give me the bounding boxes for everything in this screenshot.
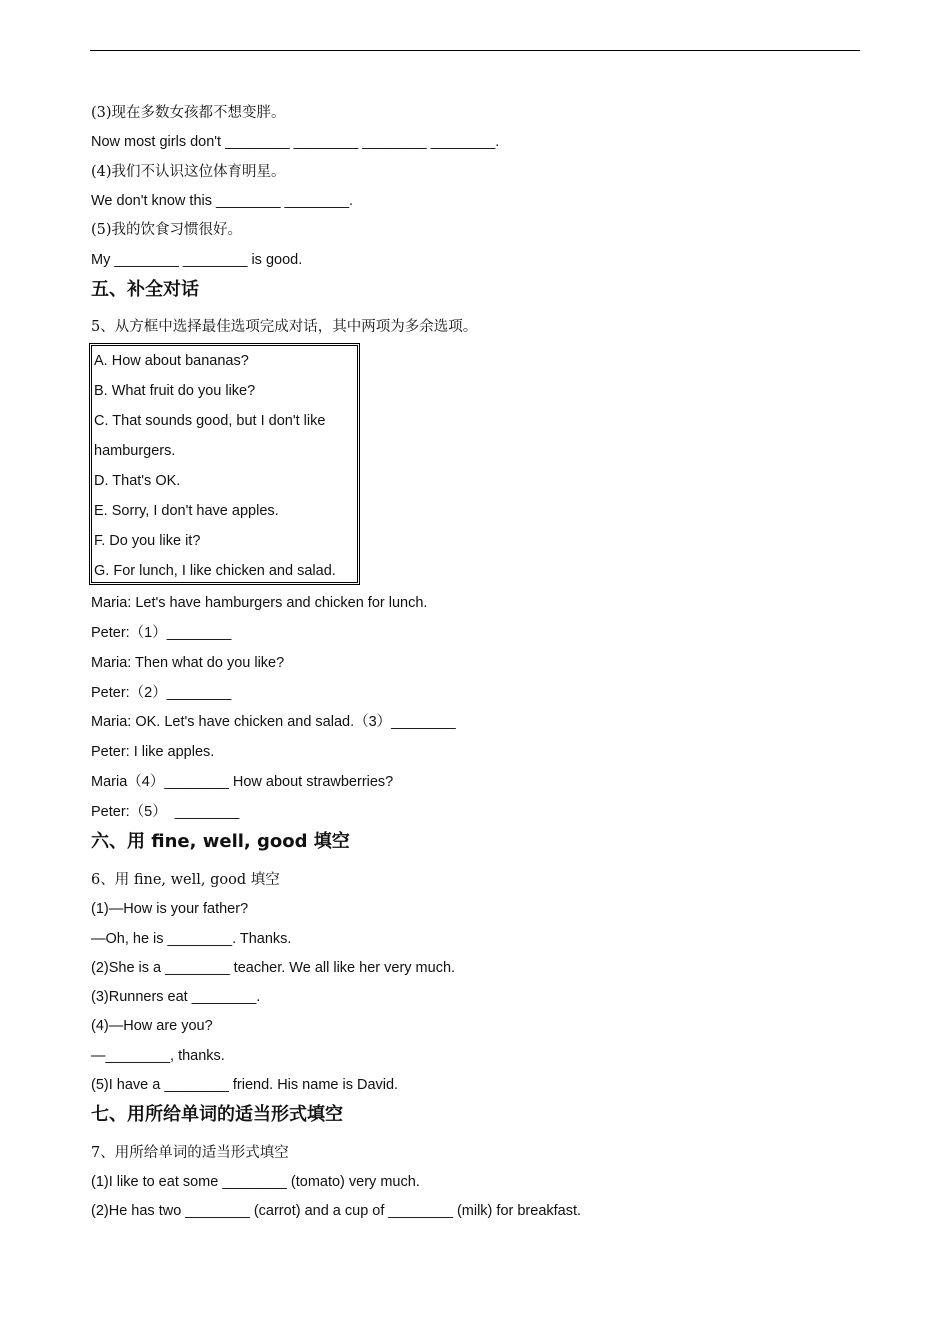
section6-heading: 六、用 fine, well, good 填空 — [91, 831, 350, 852]
dialogue-line: Peter: I like apples. — [91, 744, 215, 760]
option-c-continued: hamburgers. — [94, 443, 176, 459]
exercise-line: (5)I have a ________ friend. His name is David. — [91, 1077, 399, 1093]
option-c: C. That sounds good, but I don't like — [94, 413, 326, 429]
header-rule — [90, 50, 860, 51]
q5-english: My ________ ________ is good. — [91, 252, 303, 268]
section6-instruction: 6、用 fine, well, good 填空 — [91, 872, 280, 888]
dialogue-line: Peter:（1）________ — [91, 625, 232, 641]
options-box — [89, 343, 360, 585]
exercise-line: (2)He has two ________ (carrot) and a cup of ________ (milk) for breakfast. — [91, 1203, 582, 1219]
q4-english: We don't know this ________ ________. — [91, 193, 354, 209]
section7-instruction: 7、用所给单词的适当形式填空 — [91, 1145, 289, 1161]
option-d: D. That's OK. — [94, 473, 181, 489]
dialogue-line: Peter:（5） ________ — [91, 804, 240, 820]
exercise-line: (4)—How are you? — [91, 1018, 213, 1034]
exercise-line: (3)Runners eat ________. — [91, 989, 261, 1005]
exercise-line: —Oh, he is ________. Thanks. — [91, 931, 292, 947]
option-a: A. How about bananas? — [94, 353, 249, 369]
option-b: B. What fruit do you like? — [94, 383, 256, 399]
q4-chinese: (4)我们不认识这位体育明星。 — [91, 164, 286, 180]
option-e: E. Sorry, I don't have apples. — [94, 503, 279, 519]
exercise-line: (2)She is a ________ teacher. We all like her very much. — [91, 960, 456, 976]
dialogue-line: Peter:（2）________ — [91, 685, 232, 701]
option-g: G. For lunch, I like chicken and salad. — [94, 563, 336, 579]
section5-instruction: 5、从方框中选择最佳选项完成对话，其中两项为多余选项。 — [91, 319, 478, 335]
q3-chinese: (3)现在多数女孩都不想变胖。 — [91, 105, 286, 121]
dialogue-line: Maria: Then what do you like? — [91, 655, 285, 671]
q3-english: Now most girls don't ________ ________ ________ ________. — [91, 134, 500, 150]
exercise-line: (1)—How is your father? — [91, 901, 249, 917]
section7-heading: 七、用所给单词的适当形式填空 — [91, 1104, 343, 1125]
exercise-line: (1)I like to eat some ________ (tomato) very much. — [91, 1174, 420, 1190]
exercise-line: —________, thanks. — [91, 1048, 225, 1064]
section5-heading: 五、补全对话 — [91, 279, 199, 300]
dialogue-line: Maria: OK. Let's have chicken and salad.（3）________ — [91, 714, 456, 730]
dialogue-line: Maria: Let's have hamburgers and chicken for lunch. — [91, 595, 428, 611]
dialogue-line: Maria（4）________ How about strawberries? — [91, 774, 394, 790]
q5-chinese: (5)我的饮食习惯很好。 — [91, 222, 243, 238]
option-f: F. Do you like it? — [94, 533, 201, 549]
